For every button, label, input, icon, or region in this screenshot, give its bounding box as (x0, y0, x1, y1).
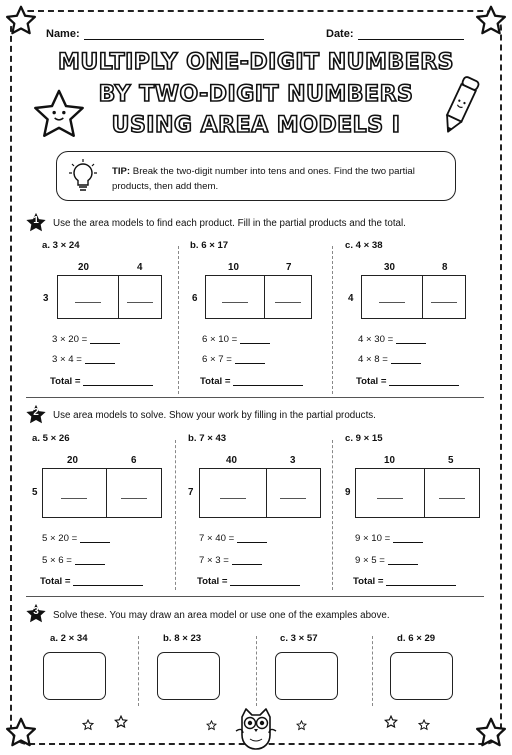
name-label: Name: (46, 28, 80, 40)
column-divider (372, 636, 373, 706)
small-star-icon (296, 720, 307, 731)
small-star-icon (418, 719, 430, 731)
area-model (42, 468, 162, 518)
answer-blank[interactable] (237, 542, 267, 543)
answer-blank[interactable] (240, 343, 270, 344)
owl-icon (232, 703, 280, 751)
answer-blank[interactable] (85, 363, 115, 364)
ones-cell[interactable] (107, 469, 161, 517)
area-model (355, 468, 480, 518)
section-1-instruction: Use the area models to find each product. Fill in the partial products and the total. (53, 218, 406, 229)
total-row: Total = (200, 376, 303, 387)
answer-blank[interactable] (391, 363, 421, 364)
date-label: Date: (326, 28, 354, 40)
tens-cell[interactable] (356, 469, 425, 517)
tens-cell[interactable] (200, 469, 267, 517)
problem-label: c. 9 × 15 (345, 433, 383, 444)
small-star-icon (206, 720, 217, 731)
tens-label: 20 (67, 455, 78, 466)
column-divider (332, 440, 333, 590)
ones-label: 6 (131, 455, 137, 466)
answer-box[interactable] (157, 652, 220, 700)
answer-box[interactable] (275, 652, 338, 700)
ones-cell[interactable] (425, 469, 479, 517)
partial-product-2: 7 × 3 = (199, 555, 262, 566)
problem-label: c. 4 × 38 (345, 240, 383, 251)
section-divider (26, 596, 484, 597)
ones-label: 8 (442, 262, 448, 273)
ones-label: 3 (290, 455, 296, 466)
partial-product-1: 5 × 20 = (42, 533, 110, 544)
area-model (205, 275, 312, 319)
total-blank[interactable] (83, 385, 153, 386)
total-blank[interactable] (386, 585, 456, 586)
tens-label: 10 (384, 455, 395, 466)
problem-label: b. 7 × 43 (188, 433, 227, 444)
section-3-number: 3 (33, 606, 39, 617)
tens-label: 10 (228, 262, 239, 273)
partial-product-2: 6 × 7 = (202, 354, 265, 365)
area-model (57, 275, 162, 319)
small-star-icon (82, 719, 94, 731)
problem-label: a. 2 × 34 (50, 633, 88, 644)
tens-label: 20 (78, 262, 89, 273)
partial-product-2: 9 × 5 = (355, 555, 418, 566)
ones-label: 7 (286, 262, 292, 273)
partial-product-1: 6 × 10 = (202, 334, 270, 345)
tip-label: TIP: (112, 166, 131, 177)
total-row: Total = (40, 576, 143, 587)
total-blank[interactable] (233, 385, 303, 386)
problem-label: d. 6 × 29 (397, 633, 436, 644)
factor-label: 7 (188, 487, 194, 498)
column-divider (256, 636, 257, 706)
partial-product-2: 3 × 4 = (52, 354, 115, 365)
page-title-line2: BY TWO-DIGIT NUMBERS (98, 82, 414, 107)
answer-box[interactable] (43, 652, 106, 700)
answer-blank[interactable] (396, 343, 426, 344)
answer-box[interactable] (390, 652, 453, 700)
small-star-icon (384, 715, 398, 729)
partial-product-1: 3 × 20 = (52, 334, 120, 345)
page-title-line3: USING AREA MODELS I (111, 113, 401, 138)
total-row: Total = (356, 376, 459, 387)
section-1-number: 1 (33, 215, 39, 226)
answer-blank[interactable] (235, 363, 265, 364)
answer-blank[interactable] (232, 564, 262, 565)
answer-blank[interactable] (388, 564, 418, 565)
total-blank[interactable] (230, 585, 300, 586)
total-blank[interactable] (389, 385, 459, 386)
date-line[interactable] (358, 39, 464, 40)
star-icon (4, 716, 38, 750)
ones-cell[interactable] (423, 276, 465, 318)
tens-cell[interactable] (362, 276, 423, 318)
star-icon (474, 4, 508, 38)
tip-box (56, 151, 456, 201)
total-row: Total = (50, 376, 153, 387)
factor-label: 3 (43, 293, 49, 304)
ones-label: 4 (137, 262, 143, 273)
factor-label: 4 (348, 293, 354, 304)
section-divider (26, 397, 484, 398)
factor-label: 6 (192, 293, 198, 304)
star-icon (474, 716, 508, 750)
name-line[interactable] (84, 39, 264, 40)
lightbulb-icon (67, 158, 99, 196)
partial-product-1: 4 × 30 = (358, 334, 426, 345)
column-divider (332, 246, 333, 394)
problem-label: c. 3 × 57 (280, 633, 318, 644)
partial-product-1: 9 × 10 = (355, 533, 423, 544)
factor-label: 9 (345, 487, 351, 498)
pencil-icon (436, 72, 484, 140)
factor-label: 5 (32, 487, 38, 498)
answer-blank[interactable] (80, 542, 110, 543)
column-divider (178, 246, 179, 394)
problem-label: a. 3 × 24 (42, 240, 80, 251)
area-model (361, 275, 466, 319)
tip-body: Break the two-digit number into tens and ones. Find the two partial products, then add them. (112, 166, 415, 192)
tens-label: 30 (384, 262, 395, 273)
tens-cell[interactable] (58, 276, 119, 318)
area-model (199, 468, 321, 518)
problem-label: a. 5 × 26 (32, 433, 70, 444)
ones-label: 5 (448, 455, 454, 466)
column-divider (138, 636, 139, 706)
small-star-icon (114, 715, 128, 729)
smiling-star-icon (30, 86, 88, 144)
tens-cell[interactable] (43, 469, 107, 517)
answer-blank[interactable] (393, 542, 423, 543)
tens-label: 40 (226, 455, 237, 466)
problem-label: b. 6 × 17 (190, 240, 229, 251)
section-3-instruction: Solve these. You may draw an area model or use one of the examples above. (53, 610, 390, 621)
ones-cell[interactable] (265, 276, 311, 318)
ones-cell[interactable] (119, 276, 161, 318)
total-row: Total = (353, 576, 456, 587)
total-blank[interactable] (73, 585, 143, 586)
total-row: Total = (197, 576, 300, 587)
partial-product-2: 5 × 6 = (42, 555, 105, 566)
tip-text (112, 164, 452, 194)
page-title-line1: MULTIPLY ONE-DIGIT NUMBERS (57, 50, 454, 75)
ones-cell[interactable] (267, 469, 320, 517)
section-2-instruction: Use area models to solve. Show your work by filling in the partial products. (53, 410, 376, 421)
star-icon (4, 4, 38, 38)
section-2-number: 2 (33, 407, 39, 418)
partial-product-1: 7 × 40 = (199, 533, 267, 544)
answer-blank[interactable] (75, 564, 105, 565)
tens-cell[interactable] (206, 276, 265, 318)
problem-label: b. 8 × 23 (163, 633, 202, 644)
column-divider (175, 440, 176, 590)
partial-product-2: 4 × 8 = (358, 354, 421, 365)
answer-blank[interactable] (90, 343, 120, 344)
